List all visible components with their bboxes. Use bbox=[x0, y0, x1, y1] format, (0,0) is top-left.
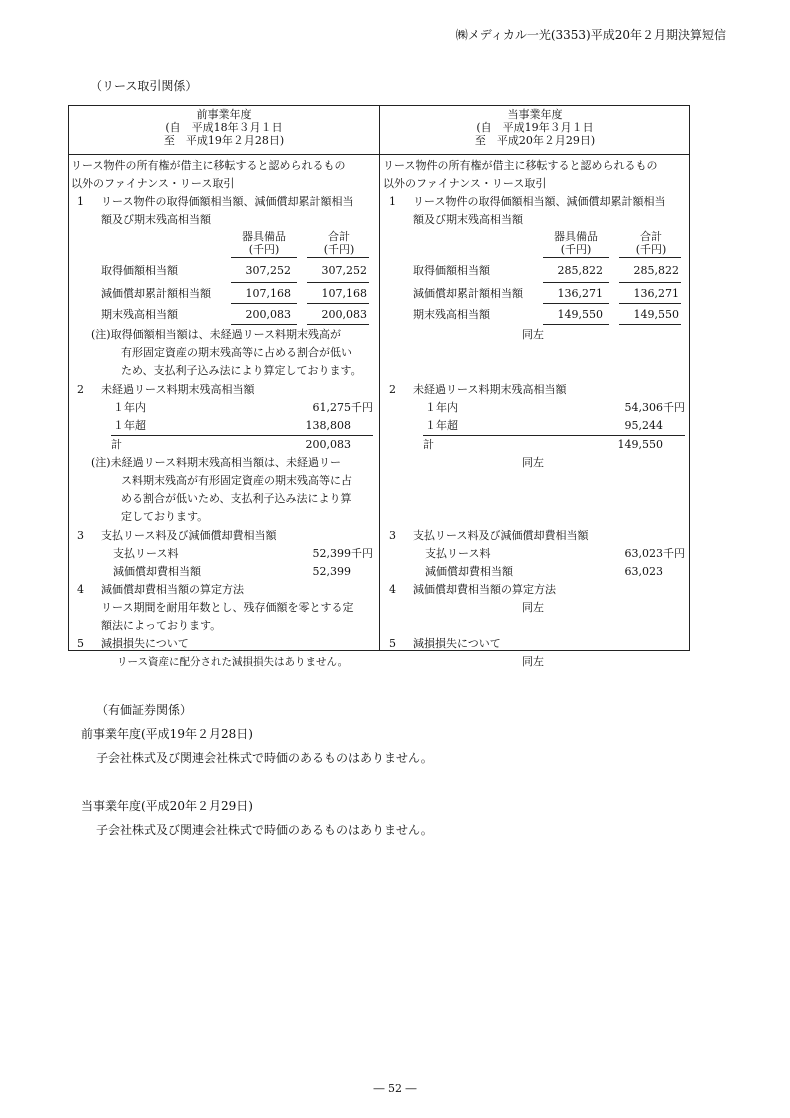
securities-curr-text: 子会社株式及び関連会社株式で時価のあるものはありません。 bbox=[96, 823, 433, 837]
col-total-unit: (千円) bbox=[323, 243, 355, 256]
prev-over-1y: 138,808 bbox=[305, 419, 351, 432]
row-acquisition-label: 取得価額相当額 bbox=[413, 264, 490, 277]
lease-section-title: （リース取引関係） bbox=[90, 79, 198, 93]
over-1y-label: １年超 bbox=[113, 419, 146, 432]
within-1y-label: １年内 bbox=[425, 401, 458, 414]
prev-year-to: 至 平成19年２月28日) bbox=[163, 134, 285, 147]
item1-line-1: リース物件の取得価額相当額、減価償却累計額相当 bbox=[101, 195, 354, 208]
curr-year-header bbox=[380, 108, 690, 147]
col-total-label: 合計 bbox=[328, 230, 350, 243]
item1-number: 1 bbox=[77, 195, 84, 208]
underline bbox=[307, 282, 369, 283]
row-depreciation-label: 減価償却累計額相当額 bbox=[101, 287, 211, 300]
item4-line-2: 額法によっております。 bbox=[101, 619, 222, 632]
item3-title: 支払リース料及び減価償却費相当額 bbox=[413, 529, 589, 542]
intro-line-2: 以外のファイナンス・リース取引 bbox=[383, 177, 547, 190]
item1-number: 1 bbox=[389, 195, 396, 208]
securities-section-title: （有価証券関係） bbox=[96, 703, 193, 717]
curr-dep-total: 136,271 bbox=[633, 287, 679, 300]
underline bbox=[307, 324, 369, 325]
underline bbox=[231, 324, 297, 325]
note1-line-3: ため、支払利子込み法により算定しております。 bbox=[121, 364, 362, 377]
curr-acq-equipment: 285,822 bbox=[557, 264, 603, 277]
intro-line-2: 以外のファイナンス・リース取引 bbox=[71, 177, 235, 190]
item5-title: 減損損失について bbox=[101, 637, 189, 650]
prev-dep-total: 107,168 bbox=[321, 287, 367, 300]
item5-line-1: リース資産に配分された減損損失はありません。 bbox=[117, 656, 349, 668]
prev-end-total: 200,083 bbox=[321, 308, 367, 321]
item4-title: 減価償却費相当額の算定方法 bbox=[413, 583, 556, 596]
underline bbox=[619, 324, 681, 325]
intro-line-1: リース物件の所有権が借主に移転すると認められるもの bbox=[383, 159, 658, 172]
prev-year-column bbox=[71, 154, 381, 668]
prev-lease-paid: 52,399千円 bbox=[312, 547, 373, 560]
prev-year-header bbox=[69, 108, 379, 147]
curr-acq-total: 285,822 bbox=[633, 264, 679, 277]
item1-line-1: リース物件の取得価額相当額、減価償却累計額相当 bbox=[413, 195, 666, 208]
securities-prev-text: 子会社株式及び関連会社株式で時価のあるものはありません。 bbox=[96, 751, 433, 765]
curr-lease-paid: 63,023千円 bbox=[624, 547, 685, 560]
prev-dep-equipment: 107,168 bbox=[245, 287, 291, 300]
underline bbox=[543, 257, 609, 258]
item1-line-2: 額及び期末残高相当額 bbox=[101, 213, 211, 226]
prev-acq-total: 307,252 bbox=[321, 264, 367, 277]
col-total-unit: (千円) bbox=[635, 243, 667, 256]
curr-end-total: 149,550 bbox=[633, 308, 679, 321]
curr-dep-equipment: 136,271 bbox=[557, 287, 603, 300]
underline bbox=[423, 435, 685, 436]
prev-end-equipment: 200,083 bbox=[245, 308, 291, 321]
total-label: 計 bbox=[423, 438, 434, 451]
note1-line-2: 有形固定資産の期末残高等に占める割合が低い bbox=[121, 346, 352, 359]
underline bbox=[543, 303, 609, 304]
underline bbox=[307, 257, 369, 258]
note2-line-2: ス料期末残高が有形固定資産の期末残高等に占 bbox=[121, 474, 352, 487]
col-equipment-unit: (千円) bbox=[560, 243, 592, 256]
underline bbox=[231, 257, 297, 258]
securities-prev-label: 前事業年度(平成19年２月28日) bbox=[81, 727, 253, 741]
item4-title: 減価償却費相当額の算定方法 bbox=[101, 583, 244, 596]
prev-year-from: (自 平成18年３月１日 bbox=[165, 121, 283, 134]
prev-year-title: 前事業年度 bbox=[196, 108, 252, 121]
dep-equiv-label: 減価償却費相当額 bbox=[113, 565, 201, 578]
lease-paid-label: 支払リース料 bbox=[113, 547, 179, 560]
underline bbox=[111, 435, 373, 436]
underline bbox=[619, 282, 681, 283]
underline bbox=[307, 303, 369, 304]
dep-equiv-label: 減価償却費相当額 bbox=[425, 565, 513, 578]
same-as-left-item4: 同左 bbox=[522, 601, 544, 614]
underline bbox=[619, 303, 681, 304]
row-depreciation-label: 減価償却累計額相当額 bbox=[413, 287, 523, 300]
curr-year-column bbox=[383, 154, 693, 668]
prev-total: 200,083 bbox=[305, 438, 351, 451]
note2-line-1: (注)未経過リース料期末残高相当額は、未経過リー bbox=[91, 456, 342, 469]
row-end-balance-label: 期末残高相当額 bbox=[101, 308, 178, 321]
item3-number: 3 bbox=[389, 529, 396, 542]
item2-title: 未経過リース料期末残高相当額 bbox=[413, 383, 567, 396]
item5-number: 5 bbox=[389, 637, 396, 650]
item4-number: 4 bbox=[77, 583, 84, 596]
note2-line-3: める割合が低いため、支払利子込み法により算 bbox=[121, 492, 352, 505]
curr-within-1y: 54,306千円 bbox=[624, 401, 685, 414]
same-as-left-note1: 同左 bbox=[522, 328, 544, 341]
curr-year-from: (自 平成19年３月１日 bbox=[476, 121, 594, 134]
total-label: 計 bbox=[111, 438, 122, 451]
item1-line-2: 額及び期末残高相当額 bbox=[413, 213, 523, 226]
item5-title: 減損損失について bbox=[413, 637, 501, 650]
note1-line-1: (注)取得価額相当額は、未経過リース料期末残高が bbox=[91, 328, 342, 341]
item4-line-1: リース期間を耐用年数とし、残存価額を零とする定 bbox=[101, 601, 354, 614]
curr-total: 149,550 bbox=[617, 438, 663, 451]
col-total-label: 合計 bbox=[640, 230, 662, 243]
curr-year-to: 至 平成20年２月29日) bbox=[474, 134, 596, 147]
intro-line-1: リース物件の所有権が借主に移転すると認められるもの bbox=[71, 159, 346, 172]
row-acquisition-label: 取得価額相当額 bbox=[101, 264, 178, 277]
col-equipment-unit: (千円) bbox=[248, 243, 280, 256]
securities-curr-label: 当事業年度(平成20年２月29日) bbox=[81, 799, 253, 813]
underline bbox=[543, 282, 609, 283]
item3-number: 3 bbox=[77, 529, 84, 542]
curr-year-title: 当事業年度 bbox=[507, 108, 563, 121]
lease-table bbox=[68, 105, 690, 668]
prev-within-1y: 61,275千円 bbox=[312, 401, 373, 414]
item5-number: 5 bbox=[77, 637, 84, 650]
curr-over-1y: 95,244 bbox=[624, 419, 663, 432]
underline bbox=[231, 303, 297, 304]
col-equipment-label: 器具備品 bbox=[554, 230, 598, 243]
prev-acq-equipment: 307,252 bbox=[245, 264, 291, 277]
item3-title: 支払リース料及び減価償却費相当額 bbox=[101, 529, 277, 542]
lease-paid-label: 支払リース料 bbox=[425, 547, 491, 560]
same-as-left-note2: 同左 bbox=[522, 456, 544, 469]
underline bbox=[231, 282, 297, 283]
col-equipment-label: 器具備品 bbox=[242, 230, 286, 243]
underline bbox=[619, 257, 681, 258]
prev-dep-equiv: 52,399 bbox=[312, 565, 351, 578]
curr-end-equipment: 149,550 bbox=[557, 308, 603, 321]
over-1y-label: １年超 bbox=[425, 419, 458, 432]
item4-number: 4 bbox=[389, 583, 396, 596]
same-as-left-item5: 同左 bbox=[522, 655, 544, 668]
note2-line-4: 定しております。 bbox=[121, 510, 209, 523]
item2-title: 未経過リース料期末残高相当額 bbox=[101, 383, 255, 396]
underline bbox=[543, 324, 609, 325]
item2-number: 2 bbox=[77, 383, 84, 396]
row-end-balance-label: 期末残高相当額 bbox=[413, 308, 490, 321]
curr-dep-equiv: 63,023 bbox=[624, 565, 663, 578]
page-number: ― 52 ― bbox=[373, 1082, 417, 1095]
document-header: ㈱メディカル一光(3353)平成20年２月期決算短信 bbox=[455, 28, 726, 42]
item2-number: 2 bbox=[389, 383, 396, 396]
within-1y-label: １年内 bbox=[113, 401, 146, 414]
